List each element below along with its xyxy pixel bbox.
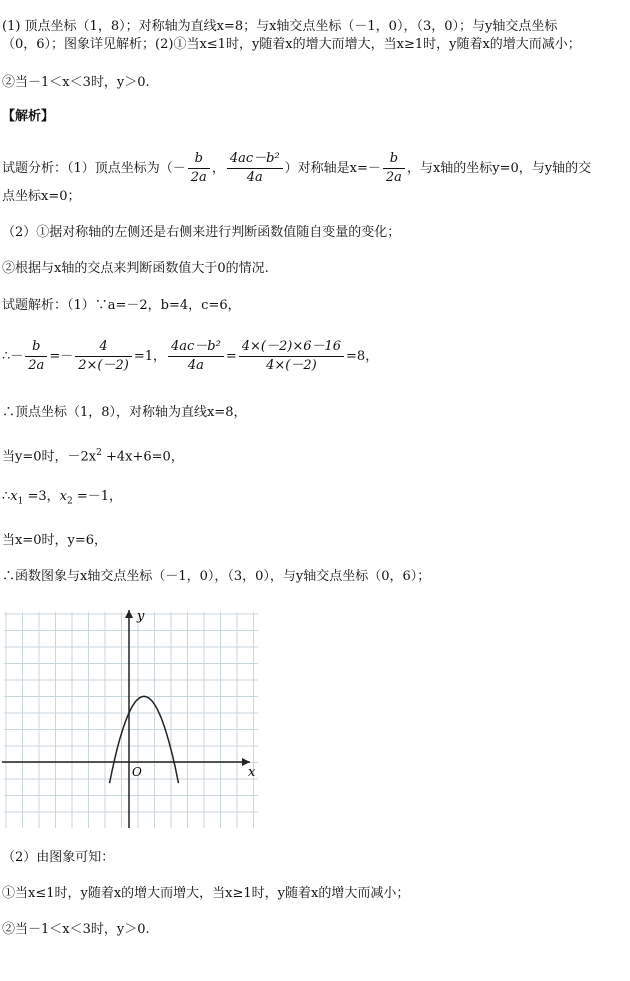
analysis-step2: （2）①据对称轴的左侧还是右侧来进行判断函数值随自变量的变化；: [2, 225, 401, 240]
answer-line-1: (1) 顶点坐标（1，8）；对称轴为直线x=8；与x轴交点坐标（－1，0），（3，0）；与y轴交点坐标: [2, 19, 558, 34]
solution-intersections: ∴函数图象与x轴交点坐标（－1，0），（3，0），与y轴交点坐标（0，6）；: [2, 569, 431, 584]
fraction-b-over-2a: $\frac{b}{2a}$: [188, 150, 210, 187]
x-axis-label: x: [248, 765, 256, 780]
analysis-intro-d: 点坐标x=0；: [2, 189, 81, 204]
parabola-graph: [0, 606, 262, 830]
solution-vertex: ∴顶点坐标（1，8），对称轴为直线x=8，: [2, 405, 247, 420]
part2-line-2: ①当x≤1时，y随着x的增大而增大，当x≥1时，y随着x的增大而减小；: [2, 886, 410, 901]
analysis-intro-c: ，与x轴的坐标y=0，与y轴的交: [406, 161, 592, 176]
y-axis-label: y: [137, 609, 145, 624]
answer-line-2: （0，6）；图象详见解析；(2)①当x≤1时，y随着x的增大而增大，当x≥1时，y随着x的增大而减小；: [2, 37, 581, 52]
fraction-b-over-2a-axis: $\frac{b}{2a}$: [383, 150, 405, 187]
calc-frac-value: $\frac{4\times(-2)\times 6-16}{4\times(-2)}$: [239, 338, 344, 375]
solution-x0: 当x=0时，y=6，: [2, 533, 108, 548]
calc-frac-4ac: $\frac{\text{4ac－b²}}{4a}$: [168, 338, 224, 375]
calc-frac-4: $\frac{4}{2\times(-2)}$: [75, 338, 132, 375]
analysis-header: 【解析】: [2, 109, 55, 124]
analysis-intro-b: ）对称轴是x=－: [284, 161, 381, 176]
analysis-intro: 试题分析：（1）顶点坐标为（－ $\frac{b}{2a}$ ， $\frac{\text{4ac－b²}}{4a}$ ）对称轴是x=－ $\frac{b}{2a}$ ，与x轴的坐标y=0，与y轴的交: [2, 151, 592, 185]
solution-roots: $\therefore x_1 =3$，$x_2 =-1$，: [2, 489, 123, 507]
analysis-intro-a: 试题分析：（1）顶点坐标为（－: [2, 161, 186, 176]
graph-grid: [4, 612, 258, 828]
part2-line-3: ②当－1＜x＜3时，y＞0.: [2, 922, 150, 937]
analysis-step3: ②根据与x轴的交点来判断函数值大于0的情况.: [2, 261, 269, 276]
fraction-4ac-b2-over-4a: $\frac{\text{4ac－b²}}{4a}$: [227, 150, 283, 187]
answer-line-3: ②当－1＜x＜3时，y＞0.: [2, 75, 150, 90]
calc-frac-b-2a: $\frac{b}{2a}$: [25, 338, 47, 375]
solution-calc: ∴－ $\frac{b}{2a}$ =－ $\frac{4}{2\times(-2)}$ =1， $\frac{\text{4ac－b²}}{4a}$ = $\frac{4\times(-2)\times 6-16}{4\times(-2)}$ =8，: [2, 339, 379, 373]
solution-y0: 当y=0时，$-2x^2 +4x+6=0$，: [2, 448, 184, 465]
part2-line-1: （2）由图象可知：: [2, 850, 115, 865]
solution-line-1: 试题解析：（1）∵a=－2，b=4，c=6，: [2, 298, 241, 313]
origin-label: O: [132, 765, 142, 779]
parabola-curve: [110, 696, 179, 783]
